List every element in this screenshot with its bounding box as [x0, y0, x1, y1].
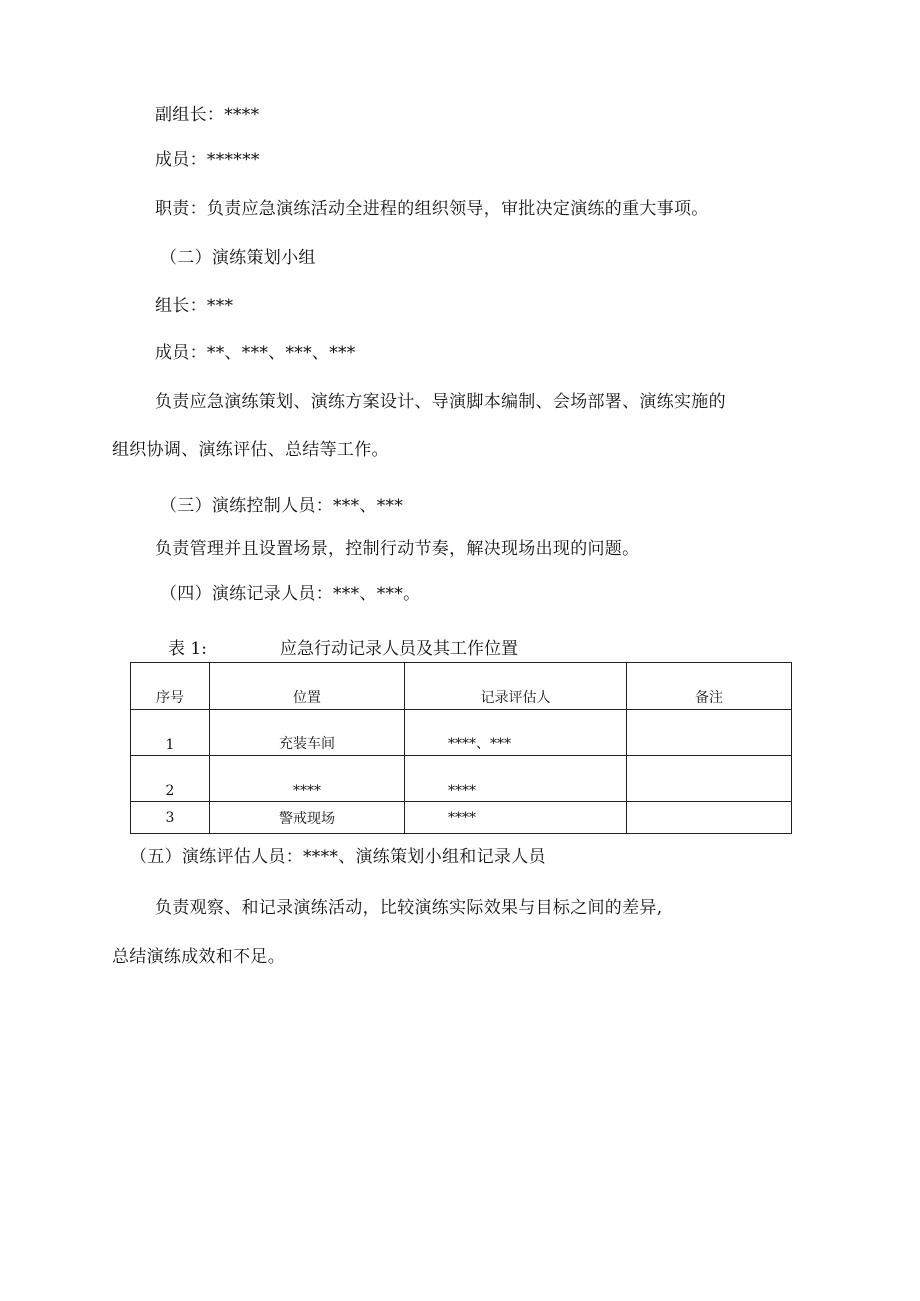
- table-caption-title: 应急行动记录人员及其工作位置: [280, 639, 518, 659]
- cell-number: 3: [131, 802, 210, 834]
- members-line: 成员：******: [155, 150, 260, 170]
- section-heading-planning: （二）演练策划小组: [160, 248, 316, 268]
- cell-recorder-text: ****: [448, 783, 476, 799]
- vice-leader-line: 副组长：****: [155, 105, 260, 125]
- section-heading-evaluation: （五）演练评估人员：****、演练策划小组和记录人员: [130, 847, 546, 867]
- header-recorder: 记录评估人: [405, 663, 627, 710]
- cell-recorder: [405, 756, 627, 802]
- header-number: 序号: [131, 663, 210, 710]
- evaluation-duty-line-1: 负责观察、和记录演练活动，比较演练实际效果与目标之间的差异,: [155, 898, 663, 918]
- evaluation-duty-line-2: 总结演练成效和不足。: [112, 947, 285, 967]
- cell-recorder: [405, 802, 627, 834]
- header-location: 位置: [210, 663, 405, 710]
- section-heading-control: （三）演练控制人员：***、***: [160, 496, 404, 516]
- cell-location: ****: [210, 756, 405, 802]
- table-header-row: [131, 663, 792, 710]
- header-note: 备注: [627, 663, 792, 710]
- table-caption-label: 表 1:: [168, 639, 207, 659]
- cell-number: 1: [131, 710, 210, 756]
- cell-number: 2: [131, 756, 210, 802]
- recorder-position-table: [130, 662, 792, 834]
- cell-recorder-text: ****: [448, 809, 476, 826]
- planning-members-line: 成员：**、***、***、***: [155, 343, 356, 363]
- planning-duty-line-1: 负责应急演练策划、演练方案设计、导演脚本编制、会场部署、演练实施的: [155, 392, 726, 412]
- table-row: [131, 710, 792, 756]
- cell-recorder: [405, 710, 627, 756]
- section-heading-recording: （四）演练记录人员：***、***。: [160, 584, 421, 604]
- planning-leader-line: 组长：***: [155, 296, 234, 316]
- control-duty-line: 负责管理并且设置场景，控制行动节奏，解决现场出现的问题。: [155, 539, 640, 559]
- table-row: [131, 756, 792, 802]
- cell-note: [627, 802, 792, 834]
- planning-duty-line-2: 组织协调、演练评估、总结等工作。: [112, 440, 389, 460]
- duty-line: 职责：负责应急演练活动全进程的组织领导，审批决定演练的重大事项。: [155, 199, 709, 219]
- table-row: [131, 802, 792, 834]
- cell-location: 充装车间: [210, 710, 405, 756]
- cell-note: [627, 756, 792, 802]
- cell-note: [627, 710, 792, 756]
- cell-location: 警戒现场: [210, 802, 405, 834]
- cell-recorder-text: ****、***: [448, 736, 511, 752]
